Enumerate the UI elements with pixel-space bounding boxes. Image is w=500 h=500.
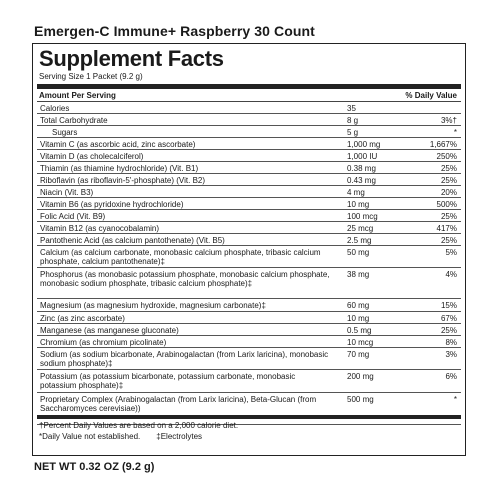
nutrient-name: Vitamin B6 (as pyridoxine hydrochloride): [40, 200, 184, 209]
nutrient-daily-value: 3%: [445, 350, 457, 359]
nutrient-amount: 0.38 mg: [347, 164, 376, 173]
nutrient-daily-value: 25%: [440, 326, 457, 335]
nutrient-daily-value: 67%: [440, 314, 457, 323]
thick-divider: [37, 84, 461, 89]
nutrient-table: [33, 102, 465, 425]
table-row: [37, 138, 461, 150]
nutrient-name: Chromium (as chromium picolinate): [40, 338, 167, 347]
nutrient-daily-value: 1,667%: [429, 140, 457, 149]
table-row: [37, 162, 461, 174]
nutrient-amount: 500 mg: [347, 395, 374, 404]
nutrient-name: Vitamin C (as ascorbic acid, zinc ascorbate): [40, 140, 196, 149]
amount-header: Amount Per Serving: [39, 91, 116, 100]
table-row: [37, 348, 461, 370]
nutrient-daily-value: 417%: [436, 224, 457, 233]
nutrient-daily-value: *: [453, 128, 457, 137]
nutrient-amount: 2.5 mg: [347, 236, 372, 245]
table-row: [37, 324, 461, 336]
nutrient-amount: 100 mcg: [347, 212, 378, 221]
daily-value-header: % Daily Value: [405, 91, 457, 100]
table-row: [37, 210, 461, 222]
nutrient-daily-value: 250%: [436, 152, 457, 161]
nutrient-daily-value: 25%: [440, 236, 457, 245]
nutrient-amount: 1,000 IU: [347, 152, 378, 161]
nutrient-name: Manganese (as manganese gluconate): [40, 326, 179, 335]
footnote-electrolytes: ‡Electrolytes: [156, 432, 203, 441]
nutrient-name: Vitamin D (as cholecalciferol): [40, 152, 144, 161]
nutrient-amount: 25 mcg: [347, 224, 374, 233]
nutrient-name: Folic Acid (Vit. B9): [40, 212, 106, 221]
nutrient-name: Riboflavin (as riboflavin-5'-phosphate) (Vit. B2): [40, 176, 206, 185]
nutrient-amount: 0.43 mg: [347, 176, 376, 185]
nutrient-daily-value: 5%: [445, 248, 457, 257]
nutrient-amount: 38 mg: [347, 270, 370, 279]
nutrient-name: Total Carbohydrate: [40, 116, 108, 125]
table-row: [37, 114, 461, 126]
footnote-percent-dv: †Percent Daily Values are based on a 2,000 calorie diet.: [39, 421, 239, 430]
nutrient-amount: 35: [347, 104, 356, 113]
nutrient-name: Sodium (as sodium bicarbonate, Arabinogalactan (from Larix laricina), monobasic sodium phosphate)‡: [40, 350, 329, 368]
nutrient-daily-value: 25%: [440, 164, 457, 173]
product-title: Emergen-C Immune+ Raspberry 30 Count: [34, 23, 315, 39]
panel-heading: Supplement Facts: [39, 46, 224, 71]
table-row: [37, 126, 461, 138]
nutrient-amount: 4 mg: [347, 188, 365, 197]
nutrient-name: Phosphorus (as monobasic potassium phosphate, monobasic calcium phosphate, monobasic sodium phosphate, tribasic calcium phosphate)‡: [40, 270, 330, 288]
table-row: [37, 186, 461, 198]
nutrient-amount: 10 mg: [347, 314, 370, 323]
table-row: [37, 299, 461, 312]
footnote-dv-not-established: *Daily Value not established.: [39, 432, 141, 441]
nutrient-name: Calories: [40, 104, 70, 113]
nutrient-name: Zinc (as zinc ascorbate): [40, 314, 125, 323]
table-row: [37, 246, 461, 268]
nutrient-name: Sugars: [52, 128, 78, 137]
nutrient-amount: 70 mg: [347, 350, 370, 359]
table-row: [37, 198, 461, 210]
nutrient-daily-value: 8%: [445, 338, 457, 347]
nutrient-name: Proprietary Complex (Arabinogalactan (from Larix laricina), Beta-Glucan (from Saccharomyces cerevisiae)): [40, 395, 317, 413]
nutrient-name: Vitamin B12 (as cyanocobalamin): [40, 224, 160, 233]
nutrient-daily-value: 25%: [440, 212, 457, 221]
nutrient-amount: 200 mg: [347, 372, 374, 381]
table-row: [37, 312, 461, 324]
table-row: [37, 102, 461, 114]
nutrient-amount: 60 mg: [347, 301, 370, 310]
nutrient-name: Niacin (Vit. B3): [40, 188, 94, 197]
nutrient-amount: 5 g: [347, 128, 359, 137]
table-row: [37, 268, 461, 299]
nutrient-daily-value: *: [453, 395, 457, 404]
serving-size: Serving Size 1 Packet (9.2 g): [39, 72, 143, 81]
table-row: [37, 174, 461, 186]
nutrient-name: Pantothenic Acid (as calcium pantothenate) (Vit. B5): [40, 236, 225, 245]
table-row: [37, 150, 461, 162]
nutrient-daily-value: 3%†: [440, 116, 457, 125]
nutrient-name: Potassium (as potassium bicarbonate, potassium carbonate, monobasic potassium phosphate)‡: [40, 372, 296, 390]
nutrient-daily-value: 15%: [440, 301, 457, 310]
nutrient-amount: 10 mcg: [347, 338, 374, 347]
nutrient-amount: 50 mg: [347, 248, 370, 257]
table-row: [37, 336, 461, 348]
table-row: [37, 222, 461, 234]
footnote-line-2: [39, 432, 202, 441]
nutrient-daily-value: 500%: [436, 200, 457, 209]
nutrient-amount: 8 g: [347, 116, 359, 125]
nutrient-amount: 0.5 mg: [347, 326, 372, 335]
nutrient-name: Calcium (as calcium carbonate, monobasic calcium phosphate, tribasic calcium phosphate, calcium pantothenate)‡: [40, 248, 321, 266]
nutrient-daily-value: 20%: [440, 188, 457, 197]
nutrient-amount: 1,000 mg: [347, 140, 381, 149]
nutrient-name: Magnesium (as magnesium hydroxide, magnesium carbonate)‡: [40, 301, 266, 310]
nutrient-name: Thiamin (as thiamine hydrochloride) (Vit. B1): [40, 164, 199, 173]
nutrient-daily-value: 25%: [440, 176, 457, 185]
supplement-facts-panel: [32, 43, 466, 456]
table-row: [37, 234, 461, 246]
nutrient-amount: 10 mg: [347, 200, 370, 209]
net-weight: NET WT 0.32 OZ (9.2 g): [34, 461, 155, 473]
nutrient-daily-value: 4%: [445, 270, 457, 279]
nutrient-daily-value: 6%: [445, 372, 457, 381]
table-row: [37, 370, 461, 393]
thick-divider-bottom: [37, 415, 461, 419]
